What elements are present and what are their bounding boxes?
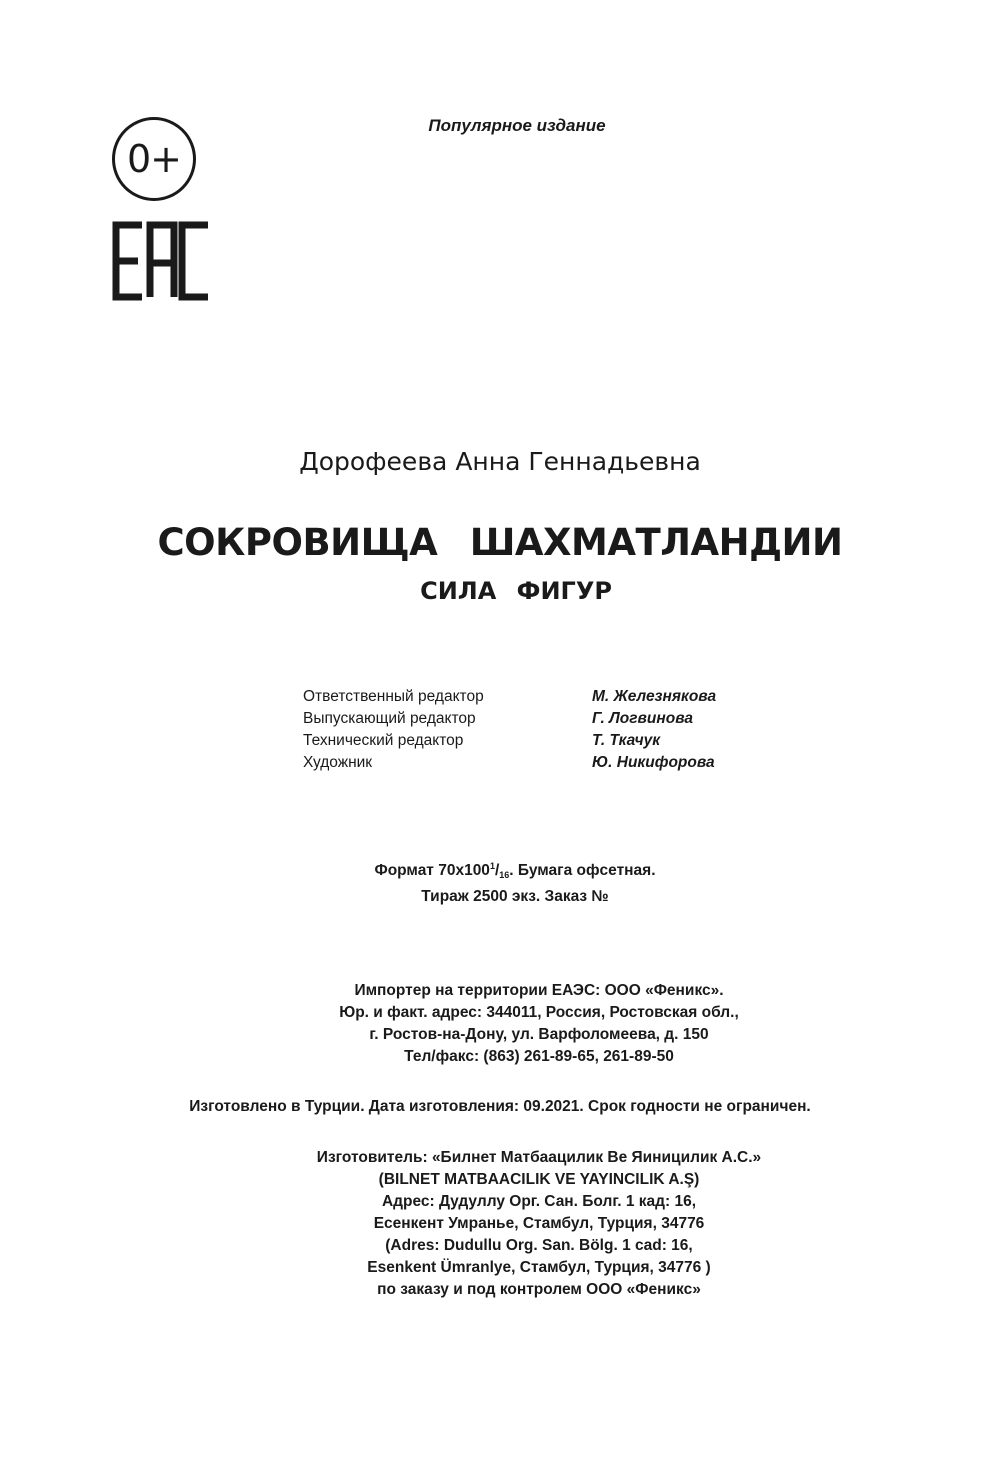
- credit-row: [303, 730, 743, 752]
- manufacturer-line: Esenkent Ümranlye, Стамбул, Турция, 34776 ): [367, 1259, 711, 1276]
- book-subtitle: СИЛА ФИГУР: [420, 577, 612, 605]
- format-line: Формат $70x100^1/_{16}$. Бумага офсетная.: [374, 861, 656, 880]
- importer-line: Импортер на территории ЕАЭС: ООО «Феникс».: [354, 982, 724, 999]
- manufacturer-line: (BILNET MATBAACILIK VE YAYINCILIK A.Ş): [378, 1171, 700, 1188]
- credit-role: Ответственный редактор: [303, 688, 484, 705]
- credit-name: Ю. Никифорова: [592, 754, 715, 771]
- importer-line: Юр. и факт. адрес: 344011, Россия, Ростовская обл.,: [339, 1004, 739, 1021]
- manufacturer-line: Адрес: Дудуллу Орг. Сан. Болг. 1 кад: 16,: [381, 1193, 697, 1210]
- credits-list: [303, 686, 743, 774]
- author-name: Дорофеева Анна Геннадьевна: [299, 447, 701, 476]
- credit-name: Т. Ткачук: [592, 732, 661, 749]
- edition-type: Популярное издание: [428, 116, 606, 135]
- eac-certification-icon: [112, 221, 212, 301]
- importer-line: Тел/факс: (863) 261-89-65, 261-89-50: [404, 1048, 674, 1065]
- print-run-line: Тираж 2500 экз. Заказ №: [421, 888, 609, 905]
- age-rating-badge: 0+: [112, 117, 196, 201]
- manufacturer-line: Есенкент Умранье, Стамбул, Турция, 34776: [373, 1215, 705, 1232]
- importer-block: [0, 980, 1000, 1068]
- importer-line: г. Ростов-на-Дону, ул. Варфоломеева, д. 150: [369, 1026, 709, 1043]
- credit-row: [303, 686, 743, 708]
- manufacturer-line: Изготовитель: «Билнет Матбаацилик Ве Яиницилик А.С.»: [316, 1149, 762, 1166]
- manufacturer-line: по заказу и под контролем ООО «Феникс»: [377, 1281, 701, 1298]
- manufacture-date-line: Изготовлено в Турции. Дата изготовления: 09.2021. Срок годности не ограничен.: [189, 1098, 811, 1115]
- credit-name: Г. Логвинова: [592, 710, 693, 727]
- credit-role: Художник: [303, 754, 373, 771]
- credit-name: М. Железнякова: [592, 688, 717, 705]
- credit-row: [303, 752, 743, 774]
- book-title: СОКРОВИЩА ШАХМАТЛАНДИИ: [157, 521, 843, 564]
- credit-role: Выпускающий редактор: [303, 710, 476, 727]
- manufacturer-block: [0, 1147, 1000, 1301]
- format-block: [0, 855, 1000, 908]
- manufacturer-line: (Adres: Dudullu Org. San. Bölg. 1 cad: 16,: [385, 1237, 693, 1254]
- credit-role: Технический редактор: [303, 732, 464, 749]
- credit-row: [303, 708, 743, 730]
